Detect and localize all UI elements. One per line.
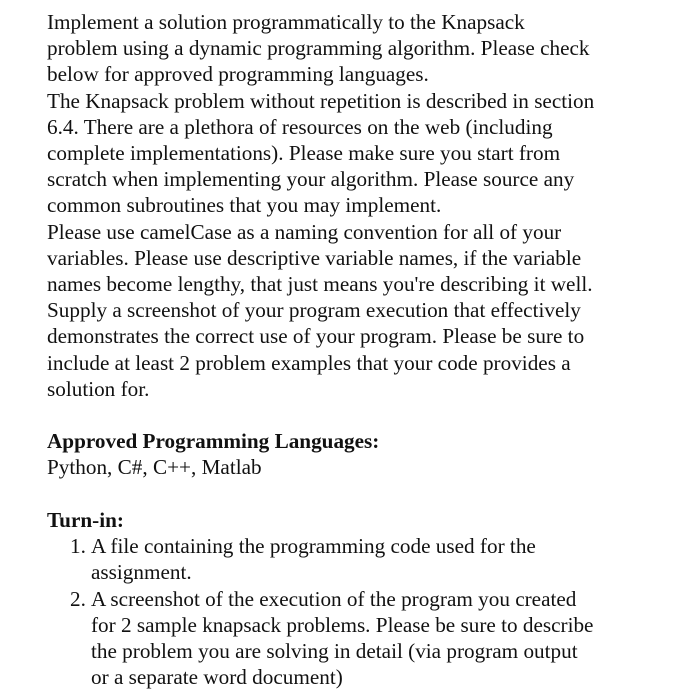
turnin-heading: Turn-in: bbox=[47, 508, 124, 532]
turnin-item-line: for 2 sample knapsack problems. Please be sure to describe bbox=[91, 613, 594, 637]
intro-line: variables. Please use descriptive variable names, if the variable bbox=[47, 246, 582, 270]
intro-line: complete implementations). Please make sure you start from bbox=[47, 141, 561, 165]
intro-line: common subroutines that you may implement. bbox=[47, 193, 442, 217]
turnin-item-line: the problem you are solving in detail (via program output bbox=[91, 639, 578, 663]
turnin-item-line: or a separate word document) bbox=[91, 665, 343, 689]
turnin-item-number: 1. bbox=[70, 534, 86, 558]
turnin-item-number: 2. bbox=[70, 587, 86, 611]
intro-line: Please use camelCase as a naming convention for all of your bbox=[47, 220, 562, 244]
intro-line: Implement a solution programmatically to the Knapsack bbox=[47, 10, 525, 34]
intro-line: 6.4. There are a plethora of resources on the web (including bbox=[47, 115, 553, 139]
intro-line: below for approved programming languages. bbox=[47, 62, 429, 86]
intro-line: names become lengthy, that just means you're describing it well. bbox=[47, 272, 593, 296]
languages-heading: Approved Programming Languages: bbox=[47, 429, 380, 453]
turnin-item-line: A file containing the programming code used for the bbox=[91, 534, 536, 558]
languages-list: Python, C#, C++, Matlab bbox=[47, 455, 262, 479]
intro-line: solution for. bbox=[47, 377, 150, 401]
intro-line: problem using a dynamic programming algorithm. Please check bbox=[47, 36, 590, 60]
intro-line: demonstrates the correct use of your program. Please be sure to bbox=[47, 324, 585, 348]
turnin-item-line: A screenshot of the execution of the program you created bbox=[91, 587, 577, 611]
turnin-item-line: assignment. bbox=[91, 560, 192, 584]
intro-line: The Knapsack problem without repetition is described in section bbox=[47, 89, 595, 113]
intro-line: include at least 2 problem examples that your code provides a bbox=[47, 351, 571, 375]
intro-line: scratch when implementing your algorithm. Please source any bbox=[47, 167, 575, 191]
intro-line: Supply a screenshot of your program execution that effectively bbox=[47, 298, 581, 322]
